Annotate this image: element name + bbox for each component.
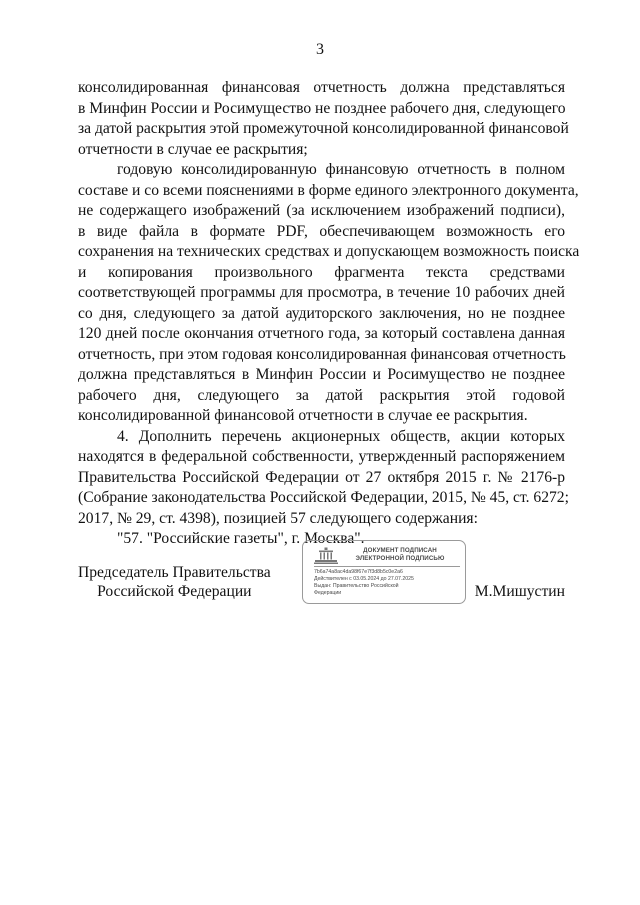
text-line: рабочего дня, следующего за датой раскрытия этой годовой	[78, 386, 565, 404]
text-line: составе и со всеми пояснениями в форме единого электронного документа,	[78, 181, 579, 199]
text-line: 120 дней после окончания отчетного года, за который составлена данная	[78, 325, 565, 342]
government-building-icon	[314, 547, 338, 565]
stamp-validity: Действителен с 03.05.2024 до 27.07.2025	[314, 576, 414, 582]
page-number: 3	[316, 41, 324, 58]
stamp-details	[314, 569, 464, 597]
text-line: соответствующей программы для просмотра, в течение 10 рабочих дней	[78, 284, 565, 301]
text-line: находятся в федеральной собственности, утвержденный распоряжением	[78, 448, 565, 465]
text-line: годовую консолидированную финансовую отчетность в полном	[117, 161, 565, 178]
stamp-certificate: 7b6a74a8ac4da98f67e7f3d8b5c0e2a6	[314, 569, 403, 575]
text-line: не содержащего изображений (за исключением изображений подписи),	[78, 202, 565, 219]
text-line: должна представляться в Минфин России и Росимущество не позднее	[78, 366, 565, 383]
stamp-divider	[314, 566, 460, 567]
text-line: 2017, № 29, ст. 4398), позицией 57 следующего содержания:	[78, 509, 478, 527]
text-line: в Минфин России и Росимущество не позднее рабочего дня, следующего	[78, 99, 566, 117]
signer-title	[78, 563, 271, 601]
text-line: отчетности в случае ее раскрытия;	[78, 140, 308, 158]
signer-name: М.Мишустин	[474, 583, 565, 600]
text-line: и копирования произвольного фрагмента текста средствами	[78, 263, 565, 281]
text-line: Правительства Российской Федерации от 27 октября 2015 г. № 2176-р	[78, 468, 565, 486]
text-line: отчетность, при этом годовая консолидированная финансовая отчетность	[78, 345, 566, 363]
signer-title-line: Российской Федерации	[97, 583, 252, 600]
stamp-issued-to: Выдан: Правительство Российской	[314, 583, 399, 589]
text-line: консолидированная финансовая отчетность должна представляться	[78, 79, 565, 96]
stamp-heading-line: ДОКУМЕНТ ПОДПИСАН	[363, 547, 437, 554]
text-line: со дня, следующего за датой аудиторского заключения, но не позднее	[78, 304, 565, 322]
text-line: за датой раскрытия этой промежуточной консолидированной финансовой	[78, 120, 569, 137]
text-line: (Собрание законодательства Российской Федерации, 2015, № 45, ст. 6272;	[78, 489, 569, 506]
electronic-signature-stamp	[302, 540, 466, 604]
document-body	[78, 78, 580, 550]
signer-title-line: Председатель Правительства	[78, 564, 271, 581]
text-line: сохранения на технических средствах и допускающем возможность поиска	[78, 243, 580, 260]
stamp-issued-to: Федерации	[314, 590, 342, 596]
text-line: 4. Дополнить перечень акционерных обществ, акции которых	[117, 427, 565, 445]
text-line: "57. "Российские газеты", г. Москва".	[117, 530, 365, 547]
text-line: консолидированной финансовой отчетности в случае ее раскрытия.	[78, 407, 528, 424]
stamp-heading	[341, 547, 459, 562]
text-line: в виде файла в формате PDF, обеспечивающем возможность его	[78, 222, 565, 240]
stamp-heading-line: ЭЛЕКТРОННОЙ ПОДПИСЬЮ	[355, 554, 445, 562]
